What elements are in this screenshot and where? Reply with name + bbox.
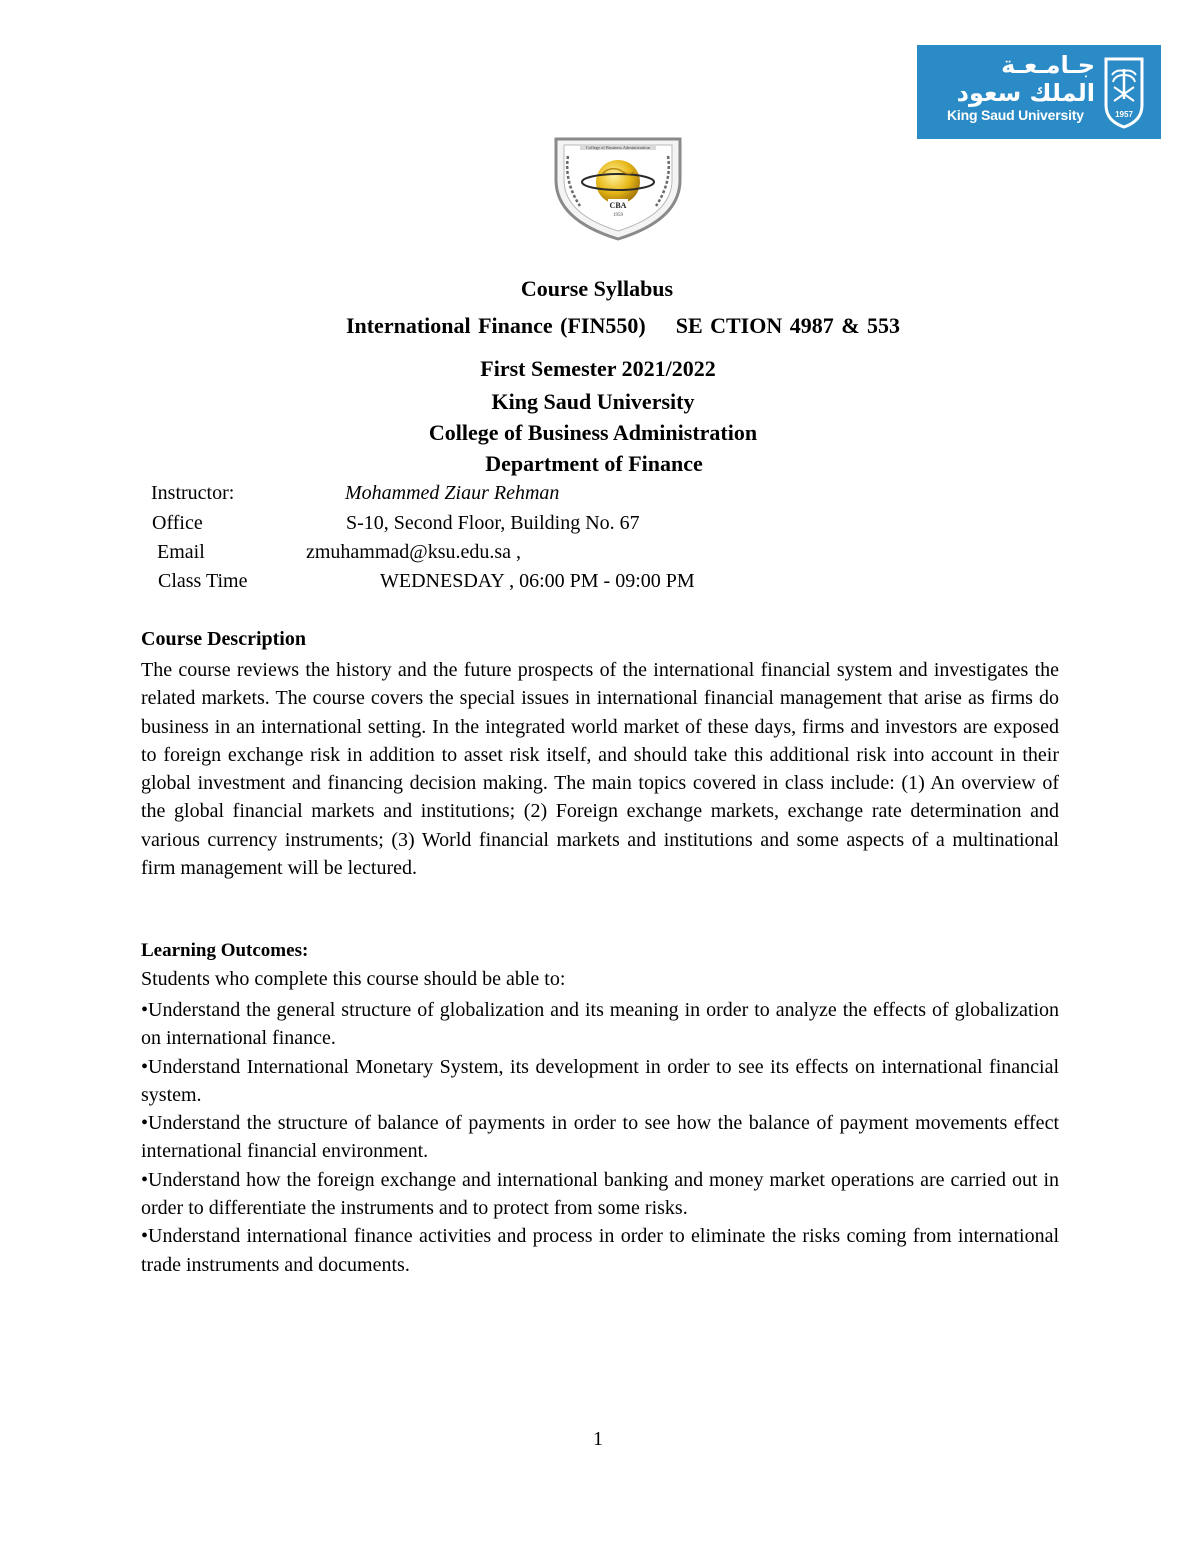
instructor-name: Mohammed Ziaur Rehman [345,482,560,504]
ksu-logo-english-name: King Saud University [947,107,1084,123]
department-line: Department of Finance [485,451,703,476]
course-description-heading: Course Description [141,628,306,650]
email-label: Email [157,541,205,563]
learning-outcome-item: •Understand the general structure of globalization and its meaning in order to analyze the effects of globalization on international finance. [141,999,1059,1050]
cba-emblem-icon [550,136,686,242]
ksu-emblem-year: 1957 [1115,110,1133,119]
learning-outcomes-heading: Learning Outcomes: [141,940,309,961]
semester-line: First Semester 2021/2022 [480,356,716,381]
office-value: S-10, Second Floor, Building No. 67 [346,512,640,534]
ksu-logo-arabic-line2: الملك سعود [956,79,1095,107]
learning-outcomes-intro: Students who complete this course should be able to: [141,968,566,990]
course-title-line: International Finance (FIN550) SE CTION 4987 & 553 [345,313,901,338]
learning-outcomes-list [141,996,1059,1279]
college-line: College of Business Administration [428,420,758,445]
class-time-label: Class Time [158,570,248,592]
ksu-logo-arabic-line1: جـامـعـة [1001,51,1095,79]
university-line: King Saud University [491,389,695,414]
page-number: 1 [593,1428,603,1450]
learning-outcome-item: •Understand International Monetary System, its development in order to see its effects on international financial system. [141,1055,1059,1106]
email-value: zmuhammad@ksu.edu.sa , [306,541,522,563]
svg-text:College of Business Administra: College of Business Administration [585,145,651,150]
learning-outcome-item: •Understand the structure of balance of payments in order to see how the balance of payment movements effect international financial environment. [141,1112,1059,1163]
cba-emblem-year: 1959 [613,213,623,218]
ksu-palm-emblem-icon [1100,55,1148,129]
office-label: Office [152,512,203,534]
learning-outcome-item: •Understand international finance activities and process in order to eliminate the risks coming from international trade instruments and documents. [141,1225,1059,1276]
class-time-value: WEDNESDAY , 06:00 PM - 09:00 PM [380,570,695,592]
syllabus-title: Course Syllabus [520,276,674,301]
learning-outcome-item: •Understand how the foreign exchange and international banking and money market operations are carried out in order to differentiate the instruments and to protect from some risks. [141,1168,1059,1220]
ksu-logo [917,45,1161,139]
course-description-text: The course reviews the history and the future prospects of the international financial system and investigates the related markets. The course covers the special issues in international financial management that arise as firms do business in an international setting. In the integrated world market of these days, firms and investors are exposed to foreign exchange risk in addition to asset risk itself, and should take this additional risk into account in their global investment and financing decision making. The main topics covered in class include: (1) An overview of the global financial markets and institutions; (2) Foreign exchange markets, exchange rate determination and various currency instruments; (3) World financial markets and institutions and some aspects of a multinational firm management will be lectured. [141,659,1059,880]
cba-emblem-abbrev: CBA [609,201,627,210]
instructor-label: Instructor: [151,482,235,504]
